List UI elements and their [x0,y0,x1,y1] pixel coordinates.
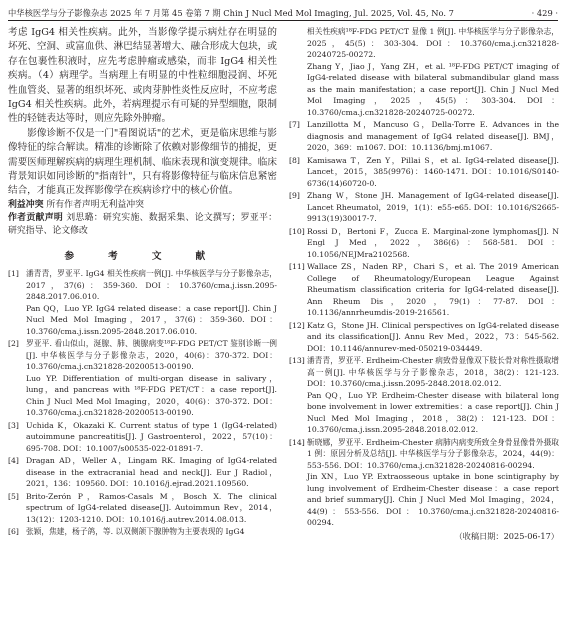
reference-number: [10] [289,226,305,236]
reference-item [8,491,277,526]
reference-number: [13] [289,356,305,365]
reference-text: Dragan AD，Weller A，Lingam RK. Imaging of IgG4-related disease in the extracranial head and neck[J]. Eur J Radiol，2021，136：109560. DOI：10.1016/j.ejrad.2021.109560. [26,456,277,489]
reference-number: [11] [289,262,305,271]
reference-text: 罗亚平. 看山似山，涎腺、肺、胰腺病变¹⁸F-FDG PET/CT 鉴别诊断一例[J]. 中华核医学与分子影像杂志，2020，40(6)：370-372. DOI：10.3760/cma.j.cn321828-20200513-00190. [26,339,277,372]
conflict-statement [8,199,277,212]
contribution-text: 刘思璐：研究实施、数据采集、论文撰写；罗亚平：研究指导、论文修改 [8,213,277,237]
reference-item [8,455,277,490]
reference-text-en: Pan QQ，Luo YP. Erdheim-Chester disease with bilateral long bone involvement in lower extremities：a case report[J]. Chin J Nucl Med Mol Imaging，2018，38(2)：121-123. DOI：10.3760/cma.j.issn.2095-2848.2018.02.012. [307,390,559,434]
contribution-label: 作者贡献声明 [8,213,64,224]
reference-text-en: Luo YP. Differentiation of multi-organ disease in salivary，lung，and pancreas with ¹⁸F-FDG PET/CT：a case report[J]. Chin J Nucl Med Mol Imaging，2020，40(6)：370-372. DOI：10.3760/cma.j.cn321828-20200513-00190. [26,373,277,418]
reference-text: Zhang W，Stone JH. Management of IgG4-related disease[J]. Lancet Rheumatol，2019，1(1)：e55-e65. DOI：10.1016/S2665-9913(19)30017-7. [307,191,559,223]
reference-text: 张颖，焦建，杨子鸽，等. 以双侧颌下腺肿物为主要表现的 IgG4 [26,527,245,537]
reference-text: Kamisawa T，Zen Y，Pillai S，et al. IgG4-related disease[J]. Lancet，2015，385(9976)：1460-1471. DOI：10.1016/S0140-6736(14)60720-0. [307,155,559,188]
reference-number: [1] [8,269,19,279]
reference-item [289,119,559,154]
reference-number: [5] [8,491,19,501]
reference-item [289,26,559,118]
reference-number: [8] [289,155,300,165]
conflict-label: 利益冲突 [8,199,44,210]
reference-item [289,355,559,436]
reference-number [289,26,307,118]
left-column [8,26,277,539]
reference-item [8,420,277,455]
page-number: · 429 · [531,8,558,18]
conflict-text: 所有作者声明无利益冲突 [46,199,144,210]
contribution-statement [8,212,277,238]
reference-text: 相关性疾病¹⁸F-FDG PET/CT 显像 1 例[J]. 中华核医学与分子影像杂志，2025，45(5)：303-304. DOI：10.3760/cma.j.cn321828-20240725-00272. [307,27,559,59]
reference-text: 潘青青，罗亚平. Erdheim-Chester 病致骨显像双下肢长骨对称性摄取增高一例[J]. 中华核医学与分子影像杂志，2018，38(2)：121-123. DOI：10.3760/cma.j.issn.2095-2848.2018.02.012. [307,356,559,388]
reference-item [289,155,559,190]
running-header [8,6,558,21]
reference-item [289,320,559,355]
reference-number: [7] [289,120,300,129]
reference-item [289,226,559,261]
reference-item [289,190,559,225]
right-column [289,26,559,542]
reference-text: Wallace ZS，Naden RP，Chari S，et al. The 2019 American College of Rheumatology/European League Against Rheumatism classification criteria for IgG4-related disease[J]. Ann Rheum Dis，2020，79(1)：77-87. DOI：10.1136/annrheumdis-2019-216561. [307,262,559,317]
reference-text: Brito-Zerón P，Ramos-Casals M，Bosch X. The clinical spectrum of IgG4-related disease[J]. Autoimmun Rev，2014，13(12)：1203-1210. DOI：10.1016/j.autrev.2014.08.013. [26,491,277,524]
reference-text: 潘青青，罗亚平. IgG4 相关性疾病一例[J]. 中华核医学与分子影像杂志，2017，37(6)：359-360. DOI：10.3760/cma.j.issn.2095-2848.2017.06.010. [26,269,277,302]
reference-text: Lanzillotta M，Mancuso G，Della-Torre E. Advances in the diagnosis and management of IgG4 related disease[J]. BMJ，2020，369：m1067. DOI：10.1136/bmj.m1067. [307,120,559,152]
reference-number: [9] [289,191,300,200]
references-title: 参 考 文 献 [64,251,221,263]
reference-number: [4] [8,456,19,466]
body-paragraph-2: 影像诊断不仅是一门"看图说话"的艺术，更是临床思维与影像特征的综合解读。精准的诊断除了依赖对影像细节的捕捉，更需要医师理解疾病的病理生理机制、临床表现和演变规律。临床背景知识如同诊断的"指南针"，只有将影像特征与临床信息紧密结合，才能真正发挥影像学在疾病诊疗中的核心价值。 [8,127,277,197]
reference-text: Uchida K，Okazaki K. Current status of type 1 (IgG4-related) autoimmune pancreatitis[J]. J Gastroenterol，2022，57(10)：695-708. DOI：10.1007/s00535-022-01891-7. [26,420,277,453]
reference-text-en: Jin XN，Luo YP. Extraosseous uptake in bone scintigraphy by lung involvement of Erdheim-Chester disease：a case report and brief summary[J]. Chin J Nucl Med Mol Imaging，2024，44(9)：553-556. DOI：10.3760/cma.j.cn321828-20240816-00294. [307,472,559,527]
body-paragraph-1: 考虑 IgG4 相关性疾病。此外，当影像学提示病灶存在明显的坏死、空洞、或富血供、淋巴结显著增大、融合形成大包块，或存在包裹性积液时，应先考虑肿瘤或感染，而非 IgG4 相关性疾病。（4）病理学。当病理上有明显的中性粒细胞浸润、坏死性血管炎、显著的组织坏死、或肉芽肿性炎性反应时，不应考虑 IgG4 相关性疾病。此外，若病理提示有可疑的异型细胞，限制性的轻链表达等时，则应先除外肿瘤。 [8,27,277,125]
received-date: （收稿日期：2025-06-17） [454,530,559,541]
reference-item [8,526,277,538]
reference-text: Katz G，Stone JH. Clinical perspectives on IgG4-related disease and its classification[J]. Annu Rev Med，2022，73：545-562. DOI：10.1146/annurev-med-050219-034449. [307,320,559,353]
reference-text: Rossi D，Bertoni F，Zucca E. Marginal-zone lymphomas[J]. N Engl J Med，2022，386(6)：568-581. DOI：10.1056/NEJMra2102568. [307,226,559,259]
reference-item [8,268,277,337]
reference-number: [12] [289,320,305,330]
reference-number: [2] [8,339,19,349]
reference-number: [3] [8,420,19,430]
reference-item [289,437,559,529]
journal-line: 中华核医学与分子影像杂志 2025 年 7 月第 45 卷第 7 期 Chin J Nucl Med Mol Imaging, Jul. 2025, Vol. 45, No. 7 [8,8,454,18]
reference-number: [14] [289,437,305,447]
reference-text-en: Pan QQ，Luo YP. IgG4 related disease：a case report[J]. Chin J Nucl Med Mol Imaging，2017，37(6)：359-360. DOI：10.3760/cma.j.issn.2095-2848.2017.06.010. [26,303,277,336]
reference-item [289,261,559,319]
reference-text: 靳晓娜，罗亚平. Erdheim-Chester 病肺内病变所致全身骨显像骨外摄取 1 例：原因分析及总结[J]. 中华核医学与分子影像杂志，2024，44(9)：553-556. DOI：10.3760/cma.j.cn321828-20240816-00294. [307,437,559,470]
reference-text-en: Zhang Y，Jiao J，Yang ZH，et al. ¹⁸F-FDG PET/CT imaging of IgG4-related disease with bilateral submandibular gland mass as the main manifestation；a case report[J]. Chin J Nucl Med Mol Imaging，2025，45(5)：303-304. DOI：10.3760/cma.j.cn321828-20240725-00272. [307,61,559,117]
reference-number: [6] [8,527,19,537]
reference-item [8,338,277,419]
